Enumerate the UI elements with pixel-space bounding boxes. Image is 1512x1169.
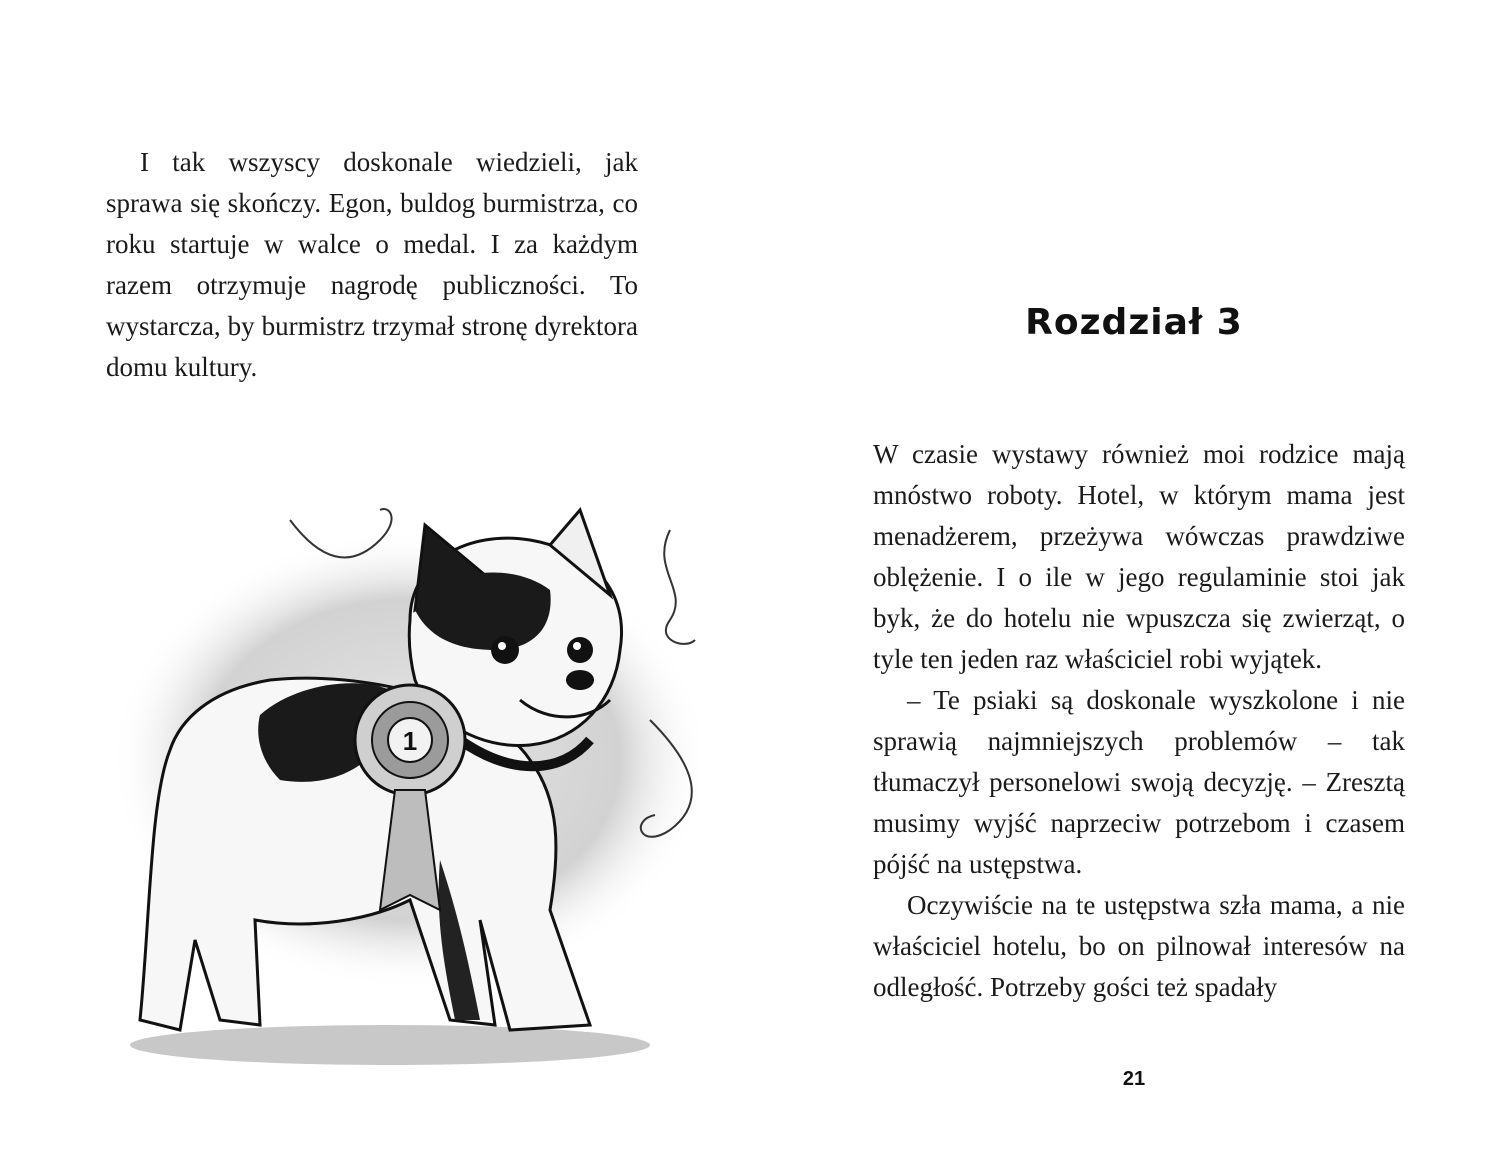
- right-page-text: [873, 434, 1405, 1008]
- paragraph: W czasie wystawy również moi rodzice mają mnóstwo roboty. Hotel, w którym mama jest menadżerem, przeżywa wówczas prawdziwe oblężenie. I o ile w jego regulaminie stoi jak byk, że do hotelu nie wpuszcza się zwierząt, o tyle ten jeden raz właściciel robi wyjątek.: [873, 439, 1405, 674]
- page-number: 21: [1122, 1068, 1146, 1090]
- svg-text:1: 1: [402, 726, 418, 756]
- paragraph: I tak wszyscy doskonale wiedzieli, jak sprawa się skończy. Egon, buldog burmistrza, co roku startuje w walce o medal. I za każdym razem otrzymuje nagrodę publiczności. To wystarcza, by burmistrz trzymał stronę dyrektora domu kultury.: [106, 147, 638, 382]
- paragraph: Oczywiście na te ustępstwa szła mama, a nie właściciel hotelu, bo on pilnował interesów na odległość. Potrzeby gości też spadały: [873, 890, 1405, 1002]
- paragraph: – Te psiaki są doskonale wyszkolone i nie sprawią najmniejszych problemów – tak tłumaczył personelowi swoją decyzję. – Zresztą musimy wyjść naprzeciw potrzebom i czasem pójść na ustępstwa.: [873, 685, 1405, 879]
- left-page-text: [106, 142, 638, 388]
- chapter-title: Rozdział 3: [1025, 302, 1243, 343]
- right-page: [756, 0, 1512, 1169]
- french-bulldog-with-medal-illustration: [110, 500, 730, 1080]
